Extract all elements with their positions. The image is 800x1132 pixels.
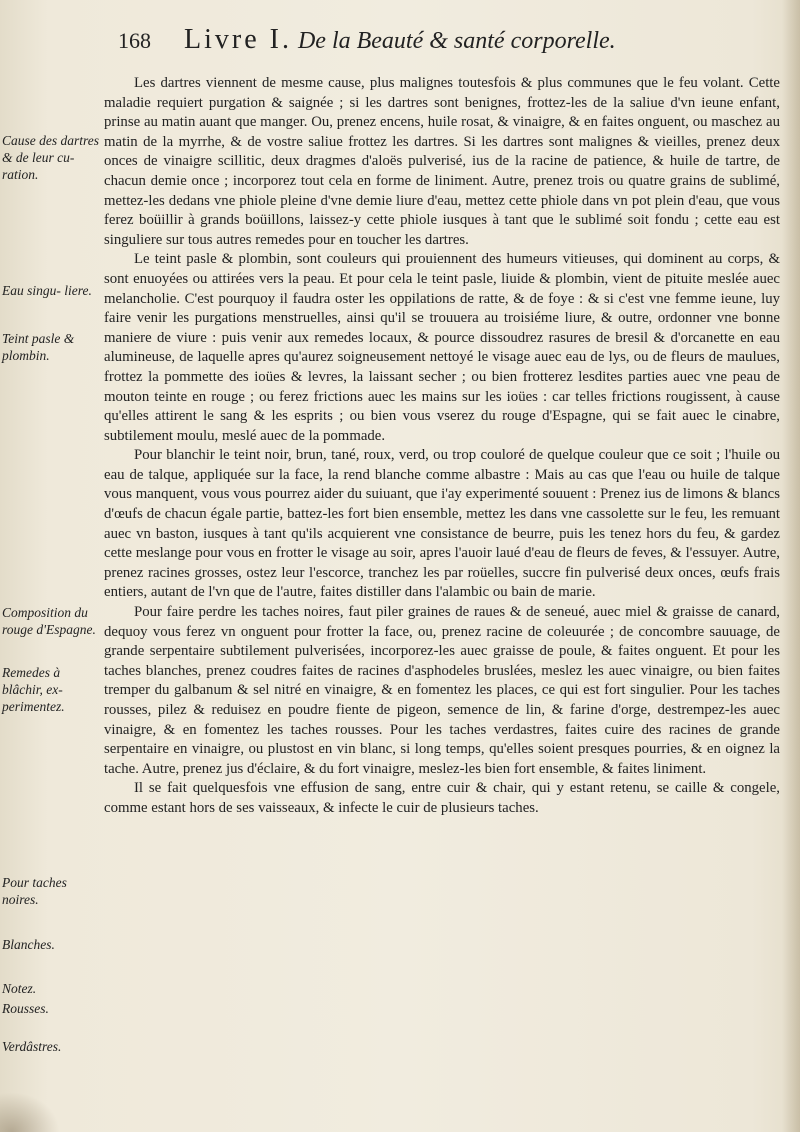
margin-note: Eau singu- liere. <box>2 283 92 298</box>
running-head <box>184 24 616 56</box>
margin-note: Remedes à blâchir, ex- perimentez. <box>2 665 65 714</box>
margin-note: Notez. <box>2 981 37 996</box>
margin-note: Verdâstres. <box>2 1039 62 1054</box>
paragraph-taches: Pour faire perdre les taches noires, faut piler graines de raues & de seneué, auec miel & graisse de canard, dequoy vous ferez vn onguent pour frotter la face, ou, prenez racine de coleuurée ; de concombre sauuage, de grande serpentaire subtilement pulverisées, incorporez-les auec graisse de poule, & faites onguent. Et pour les taches blanches, prenez coudres faites de racines d'asphodeles bruslées, meslez les auec vinaigre, ou bien faites tremper du galbanum & sel nitré en vinaigre, & en fomentez les places, ce qui est fort singulier. Pour les taches rousses, pilez & reduisez en poudre fiente de pigeon, semence de lin, & farine d'orge, destrempez-les auec vinaigre, & en fomentez les taches rousses. Pour les taches verdastres, faites cuire des racines de grande serpentaire en vinaigre, ou plustost en vin blanc, si long temps, qu'elles soient presques pourries, & en oignez la tache. Autre, prenez jus d'éclaire, & du fort vinaigre, meslez-les bien fort ensemble, & faites liniment. <box>104 604 780 777</box>
margin-note: Teint pasle & plombin. <box>2 331 75 363</box>
margin-note: Blanches. <box>2 937 55 952</box>
margin-note: Cause des dartres & de leur cu- ration. <box>2 133 99 182</box>
running-head-book: Livre I. <box>184 24 292 55</box>
paragraph-teint-pasle: Le teint pasle & plombin, sont couleurs qui prouiennent des humeurs vitieuses, qui dominent au corps, & sont enuoyées ou attirées vers la peau. Et pour cela le teint pasle, liuide & plombin, vient de pituite meslée auec melancholie. C'est pourquoy il faudra oster les oppilations de ratte, & de foye : & si c'est vne femme ieune, luy faire venir les purgations menstruelles, ainsi qu'il se trouuera au troisiéme liure, & outre, ordonner vne bonne maniere de viure : puis venir aux remedes locaux, & pource dissoudrez rasures de bresil & d'orcanette en eau alumineuse, de laquelle apres qu'aurez soigneusement nettoyé le visage auec eau de lys, ou de fleurs de maulues, frottez la pommette des ioües & levres, la laissant secher ; ou bien frotterez lesdites parties auec vne peau de mouton teinte en rouge ; ou ferez frictions auec les mains sur les ioües : car telles frictions rougissent, à cause qu'elles attirent le sang & les esprits ; ou bien vous vserez du rouge d'Espagne, qui se fait auec le cinabre, subtilement moulu, meslé auec de la pommade. <box>104 251 780 444</box>
paragraph-effusion: Il se fait quelquesfois vne effusion de sang, entre cuir & chair, qui y estant retenu, se caille & congele, comme estant hors de ses vaisseaux, & infecte le cuir de plusieurs taches. <box>104 780 780 816</box>
paragraph-dartres: Les dartres viennent de mesme cause, plus malignes toutesfois & plus communes que le feu volant. Cette maladie requiert purgation & saignée ; si les dartres sont benignes, frottez-les de la saliue d'vn ieune enfant, prinse au matin auant que manger. Ou, prenez encens, huile rosat, & vinaigre, & en faites onguent, ou maschez au matin de la myrrhe, & de vostre saliue frottez les dartres. Si les dartres sont malignes & vieilles, prenez deux onces de vinaigre scillitic, deux dragmes d'aloës pulverisé, ius de la racine de patience, & huile de tartre, de chacun demie once ; incorporez tout cela en forme de liniment. Autre, prenez trois ou quatre grains de sublimé, mettez-les dedans vne phiole pleine d'vne demie liure d'eau, mettez cette phiole dans vn pot plein d'eau, que vous ferez boüillir à grands boüillons, laissez-y cette phiole iusques à tant que le sublimé soit fondu ; cette eau est singuliere sur tous autres remedes pour en toucher les dartres. <box>104 75 780 248</box>
page-fold-shadow <box>782 0 800 1132</box>
page-number: 168 <box>118 28 151 53</box>
page-header <box>110 22 710 62</box>
paragraph-blanchir: Pour blanchir le teint noir, brun, tané, roux, verd, ou trop couloré de quelque couleur que ce soit ; l'huile ou eau de talque, appliquée sur la face, la rend blanche comme albastre : Mais au cas que l'eau ou huile de talque vous manquent, vous vous pourrez aider du suiuant, que i'ay experimenté souuent : Prenez ius de limons & blancs d'œufs de chacun égale partie, battez-les fort bien ensemble, mettez les dans vne cassolette sur le feu, les remuant auec vn baston, iusques à tant qu'ils acquierent vne consistance de beurre, puis les tenez hors du feu, & gardez cette meslange pour vous en frotter le visage au soir, apres l'auoir laué d'eau de fleurs de feves, & l'essuyer. Autre, prenez racines grosses, ostez leur l'escorce, tranchez les par roüelles, succre fin pulverisé deux onces, œufs frais entiers, autant de l'vn que de l'autre, faites distiller dans l'alambic ou bain de marie. <box>104 447 780 601</box>
margin-note: Composition du rouge d'Espagne. <box>2 605 96 637</box>
margin-note: Rousses. <box>2 1001 49 1016</box>
running-head-subtitle: De la Beauté & santé corporelle. <box>297 28 616 54</box>
page-stain <box>0 1092 60 1132</box>
main-text <box>104 74 780 819</box>
margin-note: Pour taches noires. <box>2 875 67 907</box>
